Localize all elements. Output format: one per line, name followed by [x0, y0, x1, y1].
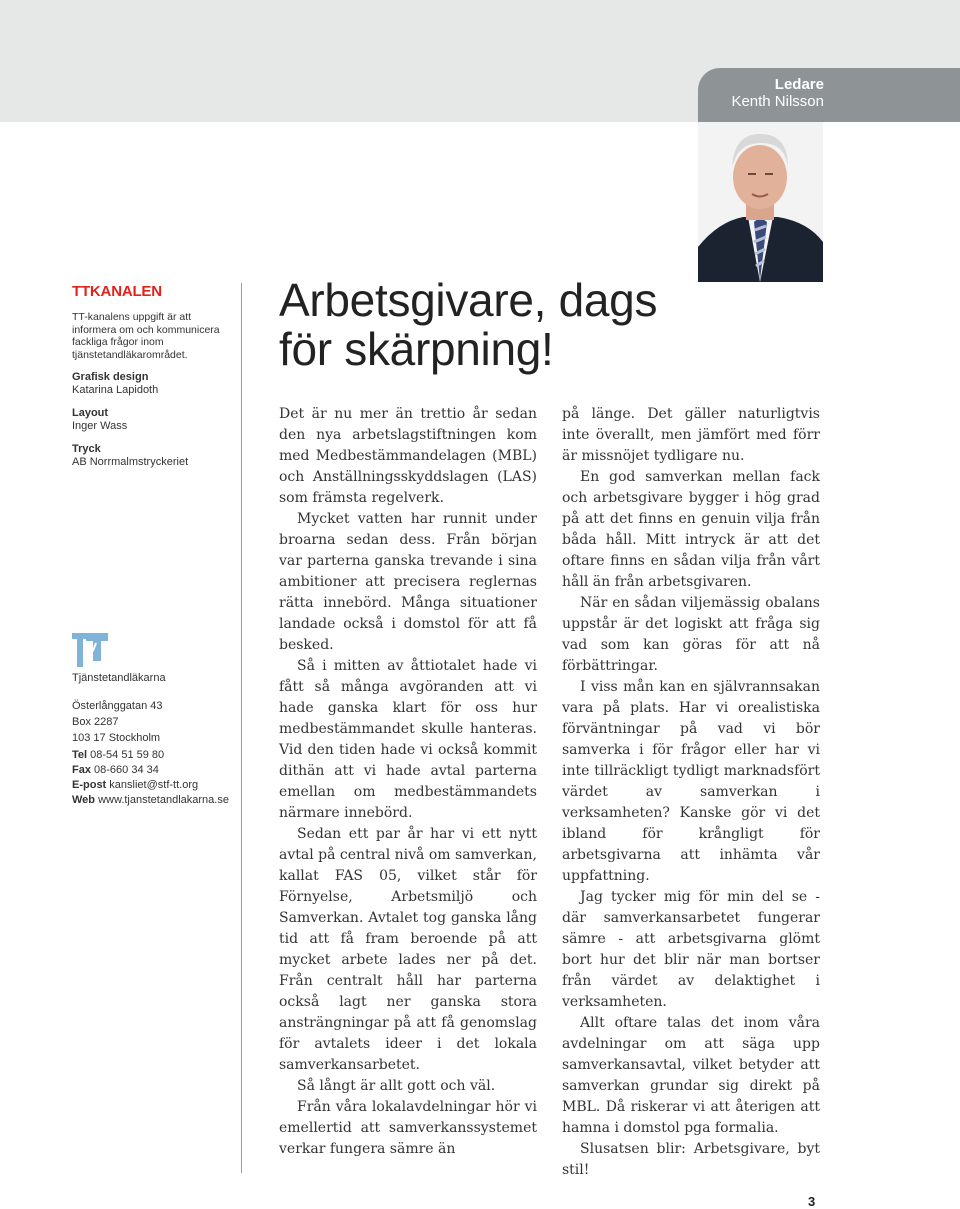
org-name: Tjänstetandläkarna — [72, 672, 166, 684]
credit-layout — [72, 407, 232, 433]
paragraph: I viss mån kan en självrannsakan vara på plats. Har vi orealistiska förväntningar på vad vi bör samverka i för frågor eller har vi inte tillräckligt tydligt marknadsfört värdet av samverkan i verksamheten? Kanske gör vi det ibland för krångligt för arbetsgivarna att inhämta vår uppfattning. — [562, 679, 820, 884]
credit-label: Layout — [72, 407, 109, 419]
paragraph: Så i mitten av åttiotalet hade vi fått så många avgöranden att vi hade ganska klart för oss hur medbestämmandet skulle hanteras. Vid den tiden hade vi också kommit dithän att vi hade avtal parterna emellan om medbestämmandets närmare innebörd. — [279, 658, 537, 821]
section-tab — [698, 68, 960, 122]
paragraph: Slusatsen blir: Arbetsgivare, byt stil! — [562, 1141, 820, 1178]
credit-value: Katarina Lapidoth — [72, 384, 159, 396]
paragraph: Mycket vatten har runnit under broarna sedan dess. Från början var parterna ganska trevande i sina ambitioner att precisera reglernas rätta innebörd. Många situationer landade också i domstol för att få besked. — [279, 511, 537, 653]
author-portrait — [698, 122, 823, 282]
paragraph: Allt oftare talas det inom våra avdelningar om att säga upp samverkansavtal, vilket betyder att samverkan grundar sig direkt på MBL. Då riskerar vi att återigen att hamna i domstol pga formalia. — [562, 1015, 820, 1136]
credit-print — [72, 443, 232, 469]
contact-phone: Tel 08-54 51 59 80 — [72, 749, 165, 761]
article-headline: Arbetsgivare, dags för skärpning! — [279, 274, 658, 375]
paragraph: Det är nu mer än trettio år sedan den nya arbetslagstiftningen kom med Medbestämmandelagen (MBL) och Anställningsskyddslagen (LAS) som främsta regelverk. — [279, 406, 537, 506]
section-label: Ledare — [774, 76, 824, 93]
masthead-sidebar — [72, 283, 232, 469]
organization-logo-icon — [72, 633, 108, 667]
credit-label: Grafisk design — [72, 371, 149, 383]
address-line: Box 2287 — [72, 716, 119, 728]
contact-info — [72, 748, 242, 808]
contact-fax: Fax 08-660 34 34 — [72, 764, 159, 776]
article-column-1 — [279, 404, 537, 1160]
paragraph: Från våra lokalavdelningar hör vi emellertid att samverkanssystemet verkar fungera sämre än — [279, 1099, 537, 1157]
credit-design — [72, 371, 232, 397]
credit-value: Inger Wass — [72, 420, 128, 432]
column-divider — [241, 283, 242, 1173]
article-column-2 — [562, 404, 820, 1181]
page-number: 3 — [808, 1194, 816, 1209]
contact-email[interactable]: E-post kansliet@stf-tt.org — [72, 779, 199, 791]
paragraph: på länge. Det gäller naturligtvis inte överallt, men jämfört med förr är missnöjet tydligare nu. — [562, 406, 820, 464]
address-line: Österlånggatan 43 — [72, 700, 163, 712]
paragraph: En god samverkan mellan fack och arbetsgivare bygger i hög grad på att det finns en genuin vilja från båda håll. Mitt intryck är att det oftare finns en sådan vilja från vårt håll än från arbetsgivaren. — [562, 469, 820, 590]
credit-label: Tryck — [72, 443, 101, 455]
contact-web[interactable]: Web www.tjanstetandlakarna.se — [72, 794, 229, 806]
magazine-title: TTKANALEN — [72, 283, 162, 300]
magazine-description: TT-kanalens uppgift är att informera om och kommunicera fackliga frågor inom tjänstetandläkarområdet. — [72, 311, 220, 361]
credit-value: AB Norrmalmstryckeriet — [72, 456, 189, 468]
organization-address — [72, 670, 242, 746]
paragraph: Så långt är allt gott och väl. — [297, 1078, 496, 1094]
paragraph: Sedan ett par år har vi ett nytt avtal på central nivå om samverkan, kallat FAS 05, vilket står för Förnyelse, Arbetsmiljö och Samverkan. Avtalet tog ganska lång tid att få fram beroende på att mycket arbete lades ner på det. Från centralt håll har parterna också lagt ner ganska stora ansträngningar på att få genomslag för avtalets ideer i det lokala samverkansarbetet. — [279, 826, 537, 1073]
author-name: Kenth Nilsson — [731, 93, 824, 110]
paragraph: När en sådan viljemässig obalans uppstår är det logiskt att fråga sig vad som kan göras för att nå förbättringar. — [562, 595, 820, 674]
paragraph: Jag tycker mig för min del se - där samverkansarbetet fungerar sämre - att arbetsgivarna glömt bort hur det blir när man bortser från värdet av delaktighet i verksamheten. — [562, 889, 820, 1010]
address-line: 103 17 Stockholm — [72, 732, 161, 744]
